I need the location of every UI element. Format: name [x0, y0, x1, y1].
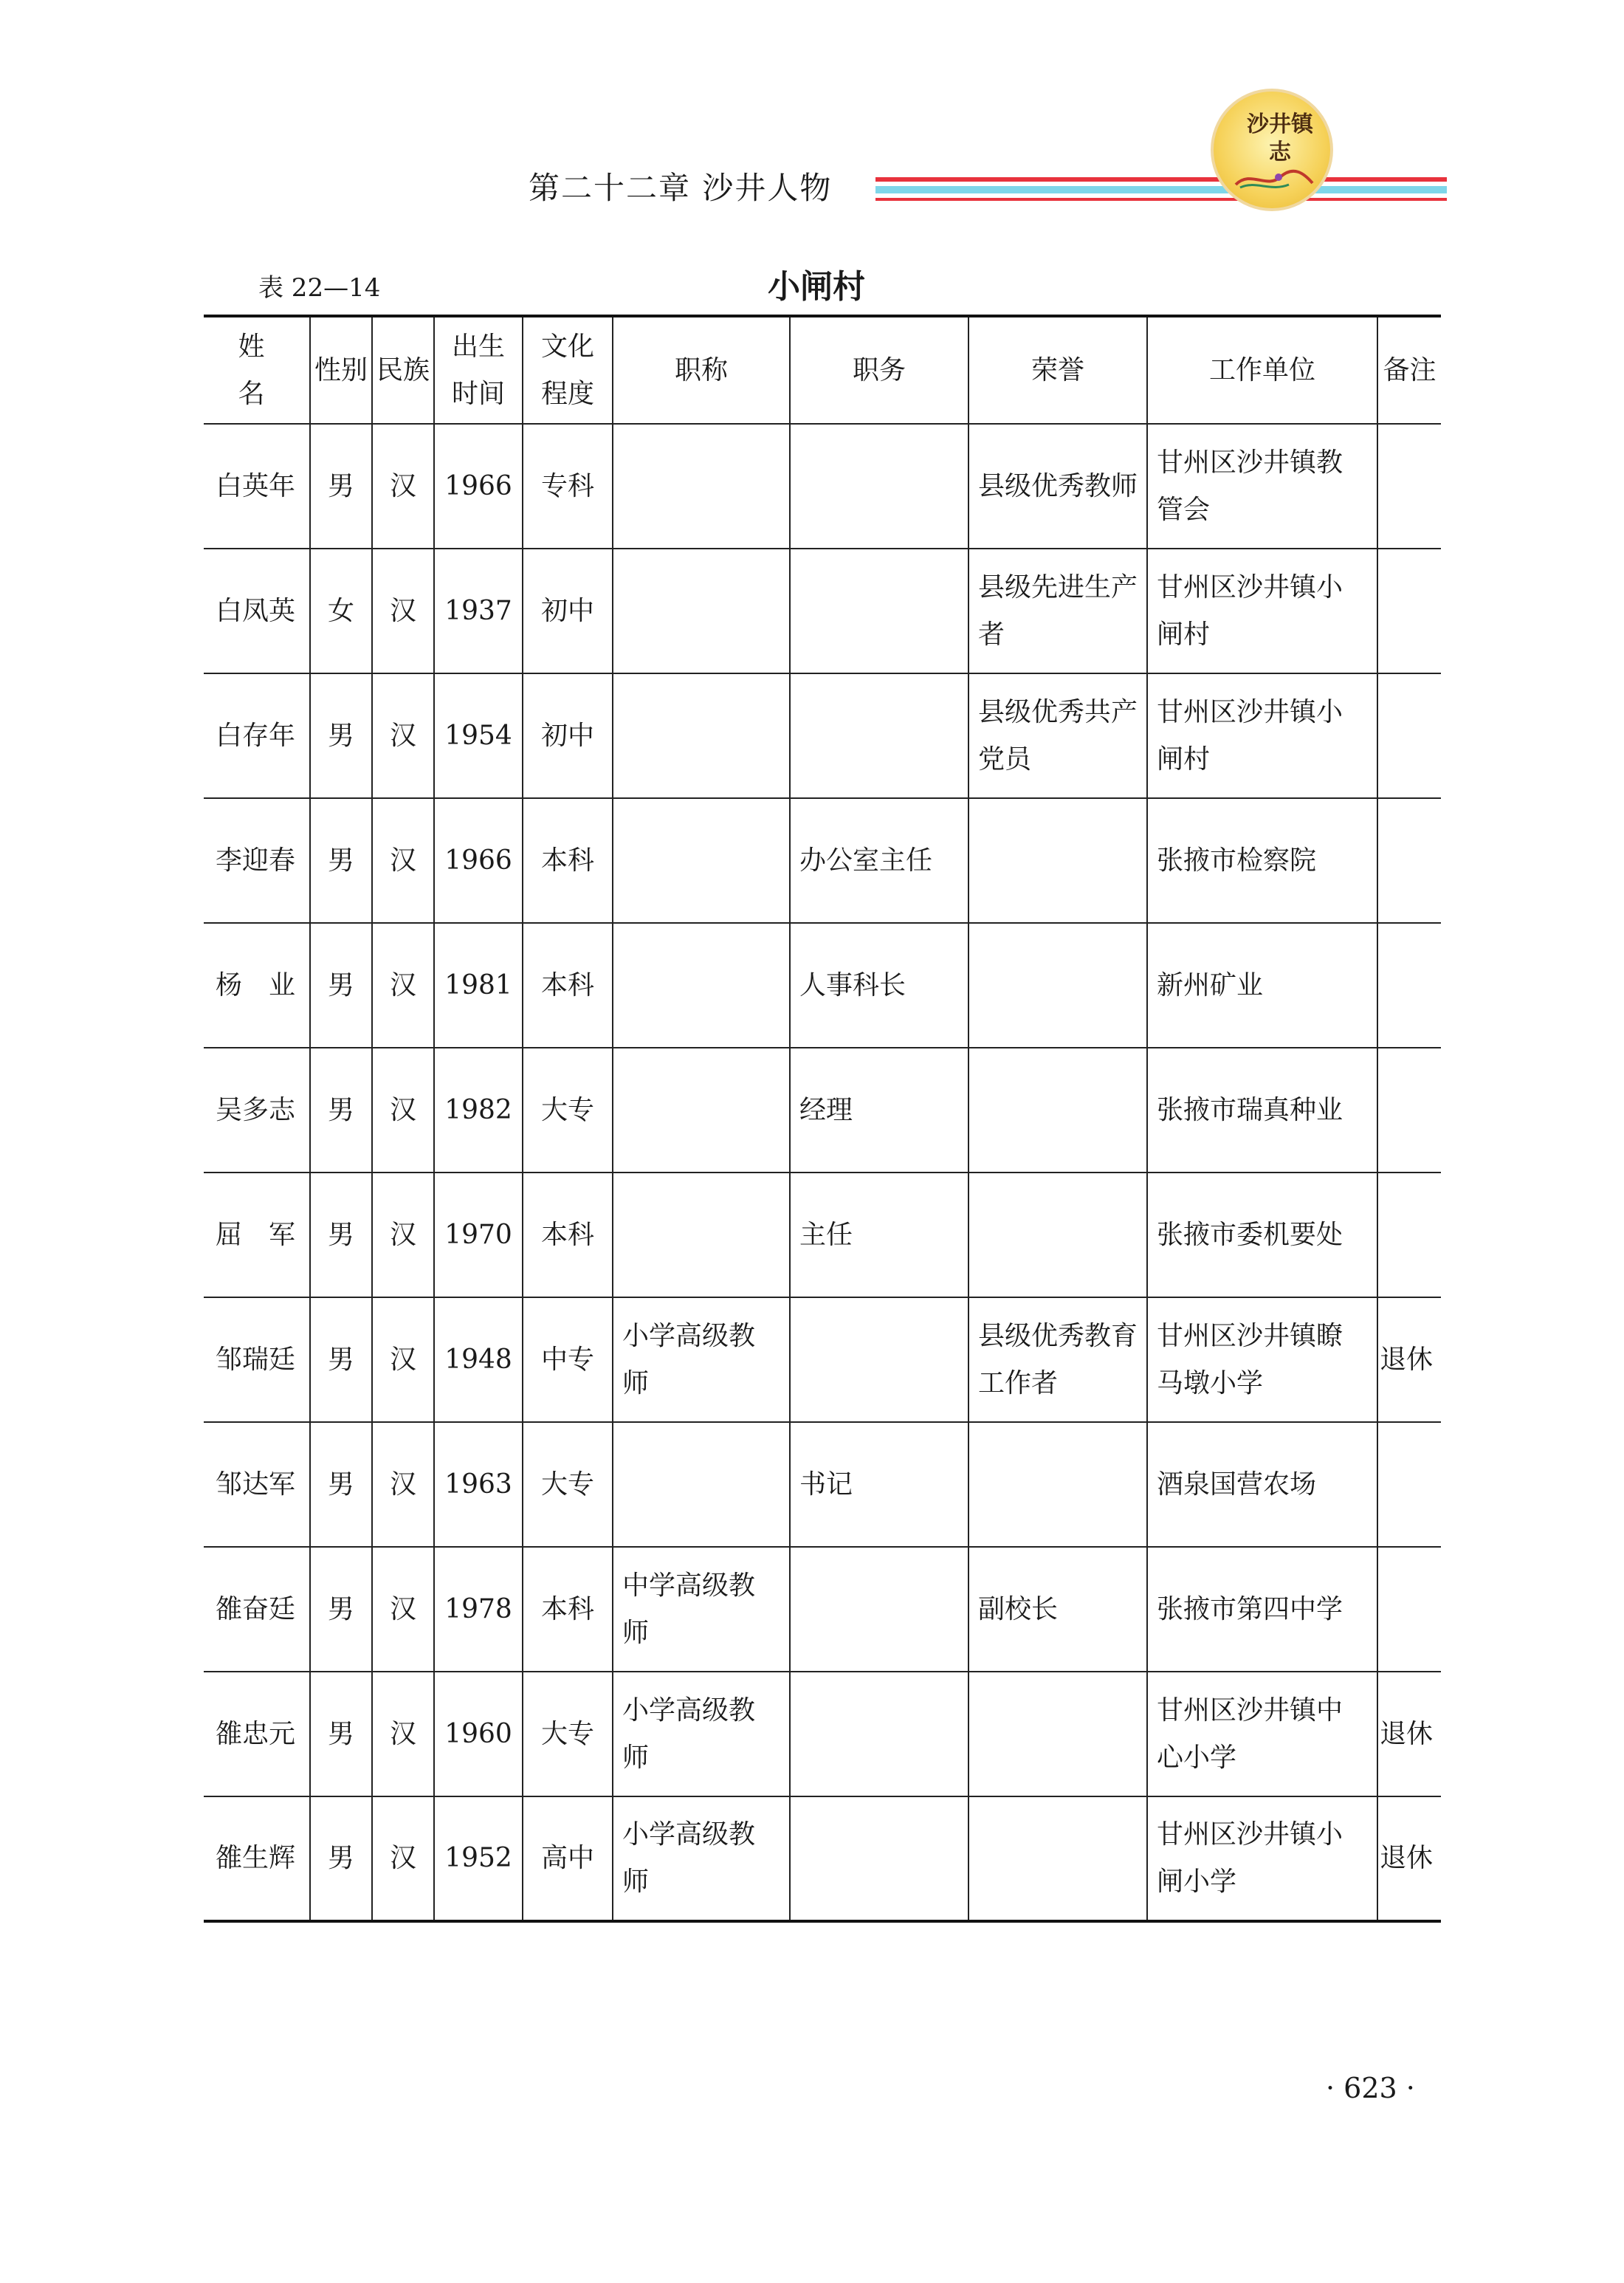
- cell-gender: 男: [310, 1422, 372, 1547]
- cell-professional-title: 小学高级教师: [613, 1796, 790, 1921]
- cell-birth-year: 1966: [434, 424, 523, 549]
- cell-ethnicity: 汉: [372, 1297, 434, 1422]
- column-header-honor: 荣誉: [968, 316, 1147, 424]
- cell-birth-year: 1960: [434, 1672, 523, 1796]
- cell-education: 本科: [523, 1173, 613, 1297]
- cell-note: [1377, 1173, 1441, 1297]
- cell-position: [790, 424, 968, 549]
- table-row: [204, 798, 1441, 923]
- cell-ethnicity: 汉: [372, 424, 434, 549]
- cell-note: [1377, 1048, 1441, 1173]
- cell-name: 屈 军: [204, 1173, 310, 1297]
- cell-professional-title: [613, 424, 790, 549]
- header-rule-cyan: [875, 186, 1447, 193]
- cell-honor: [968, 798, 1147, 923]
- cell-name: 雒奋廷: [204, 1547, 310, 1672]
- cell-professional-title: [613, 673, 790, 798]
- personnel-table: [204, 315, 1441, 1923]
- cell-note: [1377, 424, 1441, 549]
- cell-ethnicity: 汉: [372, 1173, 434, 1297]
- cell-education: 中专: [523, 1297, 613, 1422]
- page-number: · 623 ·: [1326, 2072, 1415, 2104]
- header-rule-red-thin: [875, 198, 1447, 201]
- cell-birth-year: 1978: [434, 1547, 523, 1672]
- cell-birth-year: 1982: [434, 1048, 523, 1173]
- cell-birth-year: 1952: [434, 1796, 523, 1921]
- table-row: [204, 1297, 1441, 1422]
- cell-note: 退休: [1377, 1796, 1441, 1921]
- cell-note: [1377, 923, 1441, 1048]
- cell-gender: 男: [310, 673, 372, 798]
- table-row: [204, 1672, 1441, 1796]
- cell-ethnicity: 汉: [372, 549, 434, 673]
- column-header-position: 职务: [790, 316, 968, 424]
- table-row: [204, 1422, 1441, 1547]
- cell-gender: 男: [310, 1547, 372, 1672]
- cell-work-unit: 甘州区沙井镇小闸村: [1147, 673, 1377, 798]
- cell-name: 吴多志: [204, 1048, 310, 1173]
- table-number: 表 22—14: [258, 273, 381, 303]
- cell-education: 大专: [523, 1672, 613, 1796]
- cell-ethnicity: 汉: [372, 1048, 434, 1173]
- cell-education: 专科: [523, 424, 613, 549]
- cell-birth-year: 1954: [434, 673, 523, 798]
- cell-position: [790, 1297, 968, 1422]
- table-row: [204, 1173, 1441, 1297]
- cell-professional-title: 小学高级教师: [613, 1672, 790, 1796]
- cell-professional-title: [613, 1173, 790, 1297]
- cell-work-unit: 张掖市委机要处: [1147, 1173, 1377, 1297]
- cell-position: [790, 1547, 968, 1672]
- column-header-birth-year: 出生时间: [434, 316, 523, 424]
- cell-honor: 县级优秀教育工作者: [968, 1297, 1147, 1422]
- cell-professional-title: 小学高级教师: [613, 1297, 790, 1422]
- cell-name: 邹瑞廷: [204, 1297, 310, 1422]
- town-gazetteer-seal-logo: [1211, 89, 1333, 211]
- cell-ethnicity: 汉: [372, 1547, 434, 1672]
- table-row: [204, 549, 1441, 673]
- cell-work-unit: 张掖市第四中学: [1147, 1547, 1377, 1672]
- column-header-gender: 性别: [310, 316, 372, 424]
- cell-note: [1377, 798, 1441, 923]
- cell-work-unit: 新州矿业: [1147, 923, 1377, 1048]
- seal-lettering: 沙井镇志: [1247, 111, 1313, 165]
- cell-professional-title: [613, 1422, 790, 1547]
- table-title: 小闸村: [768, 268, 865, 306]
- cell-work-unit: 甘州区沙井镇小闸村: [1147, 549, 1377, 673]
- column-header-name: 姓 名: [204, 316, 310, 424]
- table-row: [204, 1796, 1441, 1921]
- cell-position: [790, 549, 968, 673]
- cell-honor: [968, 1173, 1147, 1297]
- column-header-ethnicity: 民族: [372, 316, 434, 424]
- cell-birth-year: 1966: [434, 798, 523, 923]
- cell-honor: [968, 1422, 1147, 1547]
- cell-position: 书记: [790, 1422, 968, 1547]
- cell-name: 白凤英: [204, 549, 310, 673]
- cell-ethnicity: 汉: [372, 1672, 434, 1796]
- cell-position: [790, 1672, 968, 1796]
- cell-work-unit: 甘州区沙井镇教管会: [1147, 424, 1377, 549]
- cell-birth-year: 1948: [434, 1297, 523, 1422]
- cell-professional-title: 中学高级教师: [613, 1547, 790, 1672]
- cell-honor: [968, 923, 1147, 1048]
- table-row: [204, 1048, 1441, 1173]
- cell-name: 邹达军: [204, 1422, 310, 1547]
- cell-note: [1377, 1422, 1441, 1547]
- cell-work-unit: 张掖市检察院: [1147, 798, 1377, 923]
- cell-birth-year: 1937: [434, 549, 523, 673]
- cell-ethnicity: 汉: [372, 1422, 434, 1547]
- cell-honor: [968, 1672, 1147, 1796]
- cell-name: 雒忠元: [204, 1672, 310, 1796]
- cell-education: 高中: [523, 1796, 613, 1921]
- phoenix-decoration-icon: [1233, 167, 1315, 192]
- cell-name: 雒生辉: [204, 1796, 310, 1921]
- cell-note: [1377, 1547, 1441, 1672]
- cell-professional-title: [613, 923, 790, 1048]
- cell-gender: 男: [310, 1297, 372, 1422]
- table-row: [204, 923, 1441, 1048]
- cell-work-unit: 甘州区沙井镇小闸小学: [1147, 1796, 1377, 1921]
- cell-position: [790, 673, 968, 798]
- cell-gender: 男: [310, 1672, 372, 1796]
- cell-position: 主任: [790, 1173, 968, 1297]
- cell-work-unit: 酒泉国营农场: [1147, 1422, 1377, 1547]
- cell-note: 退休: [1377, 1297, 1441, 1422]
- cell-honor: [968, 1796, 1147, 1921]
- table-header-row: [204, 316, 1441, 424]
- cell-education: 大专: [523, 1422, 613, 1547]
- cell-education: 大专: [523, 1048, 613, 1173]
- cell-education: 本科: [523, 923, 613, 1048]
- table-row: [204, 673, 1441, 798]
- cell-note: [1377, 673, 1441, 798]
- cell-birth-year: 1970: [434, 1173, 523, 1297]
- cell-name: 李迎春: [204, 798, 310, 923]
- cell-gender: 男: [310, 424, 372, 549]
- cell-education: 初中: [523, 673, 613, 798]
- cell-name: 白英年: [204, 424, 310, 549]
- cell-education: 本科: [523, 798, 613, 923]
- cell-honor: [968, 1048, 1147, 1173]
- cell-work-unit: 张掖市瑞真种业: [1147, 1048, 1377, 1173]
- cell-position: [790, 1796, 968, 1921]
- cell-note: [1377, 549, 1441, 673]
- cell-professional-title: [613, 549, 790, 673]
- cell-honor: 副校长: [968, 1547, 1147, 1672]
- column-header-education: 文化程度: [523, 316, 613, 424]
- cell-note: 退休: [1377, 1672, 1441, 1796]
- column-header-work-unit: 工作单位: [1147, 316, 1377, 424]
- cell-honor: 县级先进生产者: [968, 549, 1147, 673]
- cell-ethnicity: 汉: [372, 673, 434, 798]
- cell-gender: 女: [310, 549, 372, 673]
- cell-birth-year: 1981: [434, 923, 523, 1048]
- cell-name: 白存年: [204, 673, 310, 798]
- column-header-professional-title: 职称: [613, 316, 790, 424]
- chapter-heading: 第二十二章 沙井人物: [529, 170, 833, 206]
- cell-gender: 男: [310, 798, 372, 923]
- cell-name: 杨 业: [204, 923, 310, 1048]
- cell-ethnicity: 汉: [372, 798, 434, 923]
- cell-education: 本科: [523, 1547, 613, 1672]
- cell-ethnicity: 汉: [372, 1796, 434, 1921]
- cell-birth-year: 1963: [434, 1422, 523, 1547]
- cell-gender: 男: [310, 1048, 372, 1173]
- cell-professional-title: [613, 1048, 790, 1173]
- cell-ethnicity: 汉: [372, 923, 434, 1048]
- cell-gender: 男: [310, 923, 372, 1048]
- header-rule-red: [875, 177, 1447, 182]
- cell-professional-title: [613, 798, 790, 923]
- cell-position: 办公室主任: [790, 798, 968, 923]
- cell-position: 人事科长: [790, 923, 968, 1048]
- cell-honor: 县级优秀共产党员: [968, 673, 1147, 798]
- table-row: [204, 1547, 1441, 1672]
- cell-position: 经理: [790, 1048, 968, 1173]
- table-row: [204, 424, 1441, 549]
- cell-work-unit: 甘州区沙井镇瞭马墩小学: [1147, 1297, 1377, 1422]
- cell-gender: 男: [310, 1173, 372, 1297]
- cell-work-unit: 甘州区沙井镇中心小学: [1147, 1672, 1377, 1796]
- cell-honor: 县级优秀教师: [968, 424, 1147, 549]
- cell-education: 初中: [523, 549, 613, 673]
- column-header-note: 备注: [1377, 316, 1441, 424]
- cell-gender: 男: [310, 1796, 372, 1921]
